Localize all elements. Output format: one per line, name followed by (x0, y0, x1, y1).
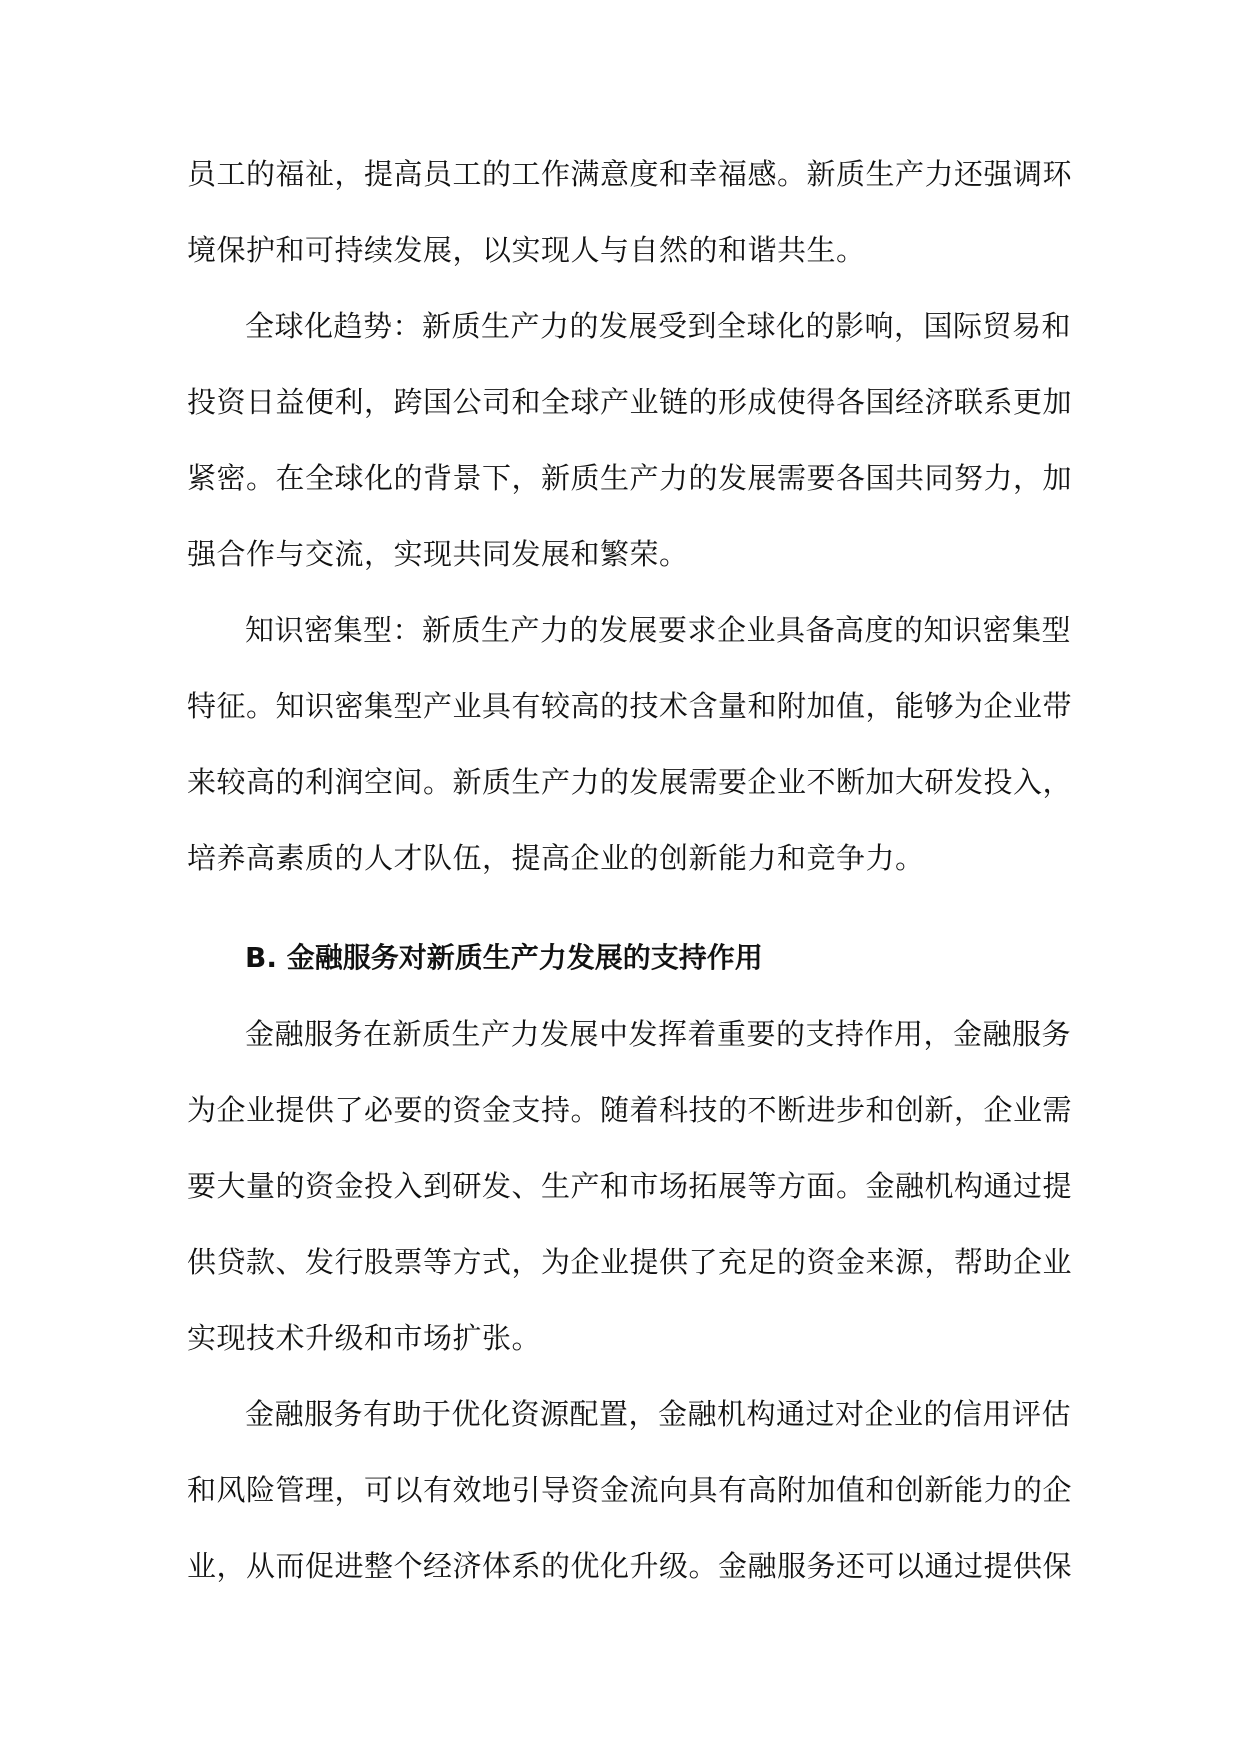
text-line: 境保护和可持续发展，以实现人与自然的和谐共生。 (187, 233, 866, 267)
text-line: 为企业提供了必要的资金支持。随着科技的不断进步和创新，企业需 (187, 1093, 1073, 1127)
text-line: 员工的福祉，提高员工的工作满意度和幸福感。新质生产力还强调环 (187, 157, 1073, 191)
paragraph-knowledge-intensive (187, 592, 1073, 896)
page-content (187, 136, 1073, 1604)
text-line: 投资日益便利，跨国公司和全球产业链的形成使得各国经济联系更加 (187, 385, 1073, 419)
text-line: 知识密集型：新质生产力的发展要求企业具备高度的知识密集型 (245, 613, 1072, 647)
paragraph-employee-welfare (187, 136, 1073, 288)
text-line: 金融服务在新质生产力发展中发挥着重要的支持作用，金融服务 (245, 1017, 1072, 1051)
text-line: 强合作与交流，实现共同发展和繁荣。 (187, 537, 689, 571)
text-line: 和风险管理，可以有效地引导资金流向具有高附加值和创新能力的企 (187, 1473, 1073, 1507)
text-line: 全球化趋势：新质生产力的发展受到全球化的影响，国际贸易和 (245, 309, 1072, 343)
text-line: 实现技术升级和市场扩张。 (187, 1321, 542, 1355)
text-line: 要大量的资金投入到研发、生产和市场拓展等方面。金融机构通过提 (187, 1169, 1073, 1203)
text-line: 紧密。在全球化的背景下，新质生产力的发展需要各国共同努力，加 (187, 461, 1073, 495)
text-line: 特征。知识密集型产业具有较高的技术含量和附加值，能够为企业带 (187, 689, 1073, 723)
text-line: 供贷款、发行股票等方式，为企业提供了充足的资金来源，帮助企业 (187, 1245, 1073, 1279)
section-spacer (187, 896, 1053, 920)
text-line: 培养高素质的人才队伍，提高企业的创新能力和竞争力。 (187, 841, 925, 875)
paragraph-globalization (187, 288, 1073, 592)
paragraph-financial-support (187, 996, 1073, 1376)
paragraph-resource-allocation (187, 1376, 1073, 1604)
section-heading: B. 金融服务对新质生产力发展的支持作用 (245, 941, 763, 974)
text-line: 来较高的利润空间。新质生产力的发展需要企业不断加大研发投入， (187, 765, 1073, 799)
text-line: 业，从而促进整个经济体系的优化升级。金融服务还可以通过提供保 (187, 1549, 1073, 1583)
text-line: 金融服务有助于优化资源配置，金融机构通过对企业的信用评估 (245, 1397, 1072, 1431)
